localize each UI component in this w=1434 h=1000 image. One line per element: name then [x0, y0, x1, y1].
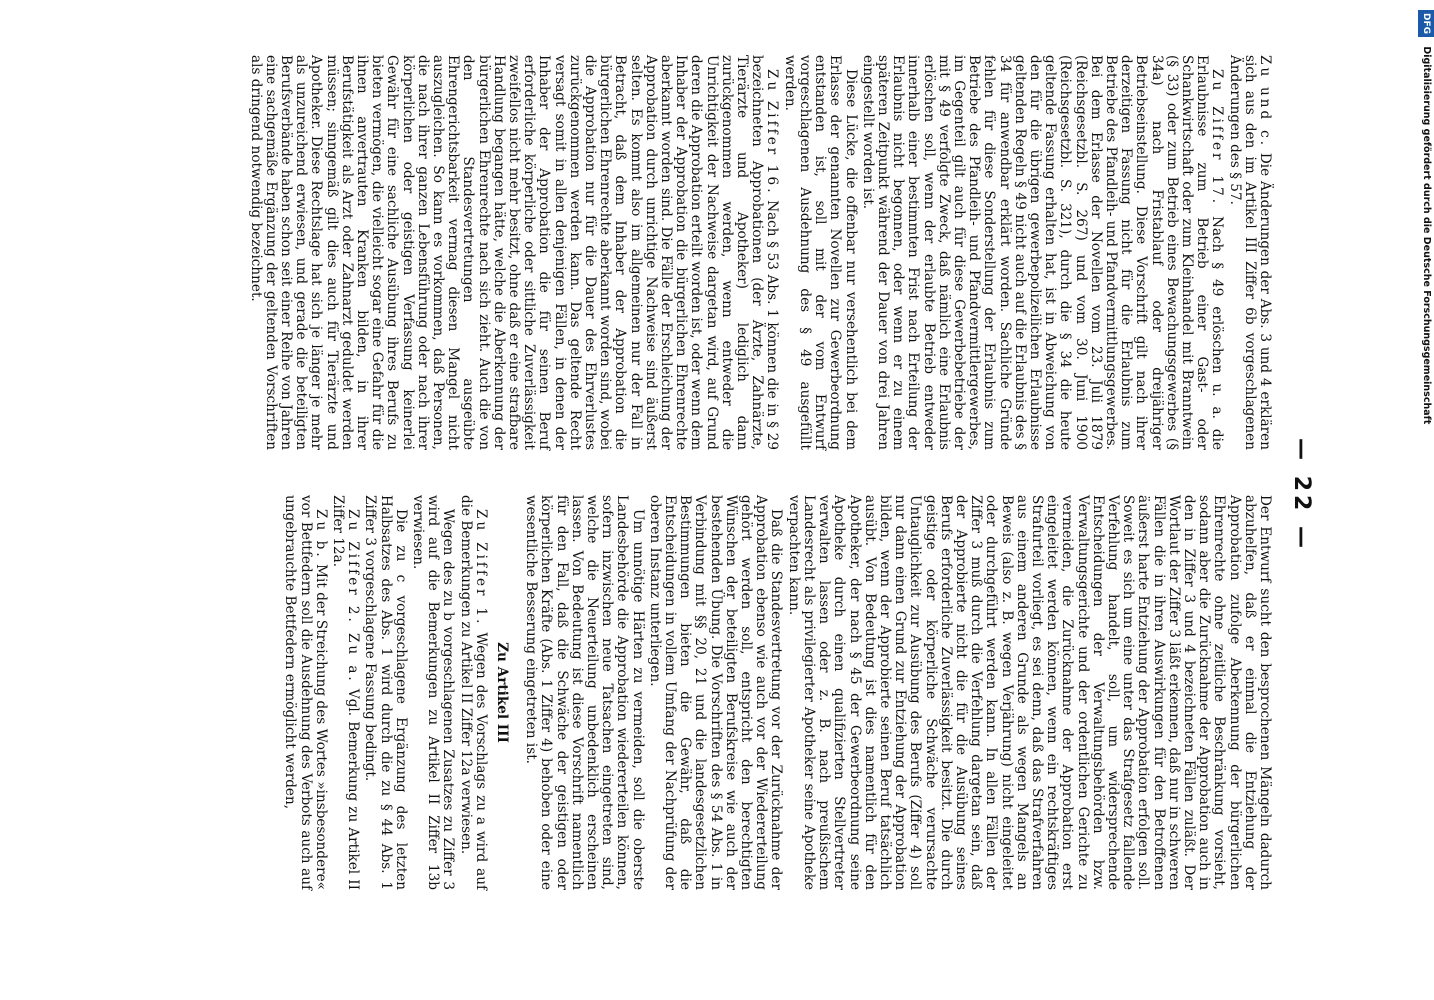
- paragraph-text: Mit der Streichung des Wortes »insbesondere« vor Bettfedern soll die Ausdehnung des Verbots auch auf ungebrauchte Bettfedern ermöglicht werden,: [282, 495, 329, 890]
- paragraph-text: Wegen des Vorschlags zu a wird auf die Bemerkungen zu Artikel II Ziffer 12a verwiesen.: [457, 495, 489, 890]
- paragraph: [362, 495, 408, 890]
- paragraph-text: Diese Lücke, die offenbar nur versehentlich bei dem Erlasse der genannten Novellen zur Gewerbeordnung entstanden ist, soll mit der vom Entwurf vorgeschlagenen Ausdehnung des § 49 ausgefüllt werden.: [781, 55, 859, 450]
- paragraph-text: Der Entwurf sucht den besprochenen Mängeln dadurch abzuhelfen, daß er einmal die Entziehung der Approbation zufolge Aberkennung der bürgerlichen Ehrenrechte ohne zeitliche Beschränkung vorsieht, sodann aber die Zurücknahme der Approbation auch in den in Ziffer 3 und 4 bezeichneten Fällen zuläßt. Der Wortlaut der Ziffer 3 läßt erkennen, daß nur in schweren Fällen die in ihren Auswirkungen für den Betroffenen äußerst harte Entziehung der Approbation erfolgen soll. Soweit es sich um eine unter das Strafgesetz fallende Verfehlung handelt, soll, um widersprechende Entscheidungen der Verwaltungsbehörden bzw. Verwaltungsgerichte und der ordentlichen Gerichte zu vermeiden, die Zurücknahme der Approbation erst eingeleitet werden können, wenn ein rechtskräftiges Strafurteil vorliegt, es sei denn, daß das Strafverfahren aus einem anderen Grunde als wegen Mangels an Beweis (also z. B. wegen Verjährung) nicht eingeleitet oder durchgeführt werden kann. In allen Fällen der Ziffer 3 muß durch die Verfehlung dargetan sein, daß der Approbierte nicht die für die Ausübung seines Berufs erforderliche Zuverlässigkeit besitzt. Die durch geistige oder körperliche Schwäche verursachte Untauglichkeit zur Ausübung des Berufs (Ziffer 4) soll nur dann einen Grund zur Entziehung der Approbation bilden, wenn der Approbierte seinen Beruf tatsächlich ausübt. Von Bedeutung ist dies namentlich für den Apotheker, der nach § 45 der Gewerbeordnung seine Apotheke durch einen qualifizierten Stellvertreter verwalten lassen oder z. B. nach preußischem Landesrecht als privilegierter Apotheker seine Apotheke verpachten kann.: [785, 495, 1273, 890]
- paragraph-lead: Zu Ziffer 1.: [472, 509, 489, 627]
- paragraph: [647, 495, 784, 890]
- paragraph-text: Wegen des zu b vorgeschlagenen Zusatzes zu Ziffer 3 wird auf die Bemerkungen zu Artikel II Ziffer 13b verwiesen.: [410, 495, 457, 890]
- paragraph-lead: Zu Ziffer 17.: [1209, 69, 1226, 207]
- paragraph: [860, 55, 1225, 450]
- paragraph-text: Um unnötige Härten zu vermeiden, soll die oberste Landesbehörde die Approbation wiedererteilen können, sofern inzwischen neue Tatsachen eingetreten sind, welche die Neuerteilung unbedenklich erscheinen lassen. Von Bedeutung ist diese Vorschrift namentlich für den Fall, daß die Schwäche der geistigen oder körperlichen Kräfte (Abs. 1 Ziffer 4) behoben oder eine wesentliche Besserung eingetreten ist.: [523, 495, 646, 890]
- paragraph: [457, 495, 487, 890]
- paragraph: [247, 55, 779, 450]
- paragraph: [782, 55, 858, 450]
- paragraph-text: Die zu c vorgeschlagene Ergänzung des letzten Halbsatzes des Abs. 1 wird durch die zu § 44 Abs. 1 Ziffer 3 vorgeschlagene Fassung bedingt.: [362, 495, 409, 890]
- paragraph: [410, 495, 456, 890]
- paragraph-lead: Zu b.: [312, 509, 329, 560]
- dfg-logo: DFG: [1418, 10, 1434, 37]
- paragraph-text: Nach § 53 Abs. 1 können die in § 29 bezeichneten Approbationen (der Ärzte, Zahnärzte, Tierärzte und Apotheker) lediglich dann zurückgenommen werden, wenn entweder die Unrichtigkeit der Nachweise dargetan wird, auf Grund deren die Approbation erteilt worden ist, oder wenn dem Inhaber der Approbation die bürgerlichen Ehrenrechte aberkannt worden sind. Die Fälle der Erschleichung der Approbation durch unrichtige Nachweise sind äußerst selten. Es kommt also im allgemeinen nur der Fall in Betracht, daß dem Inhaber der Approbation die bürgerlichen Ehrenrechte aberkannt worden sind, wobei die Approbation nur für die Dauer des Ehrverlustes zurückgenommen werden kann. Das geltende Recht versagt somit in allen denjenigen Fällen, in denen der Inhaber der Approbation die für seinen Beruf erforderliche körperliche oder sittliche Zuverlässigkeit zweifellos nicht mehr besitzt, ohne daß er eine strafbare Handlung begangen hätte, welche die Aberkennung der bürgerlichen Ehrenrechte nach sich zieht. Auch die von den Standesvertretungen ausgeübte Ehrengerichtsbarkeit vermag diesen Mangel nicht auszugleichen. So kann es vorkommen, daß Personen, die nach ihrer ganzen Lebensführung oder nach ihrer körperlichen oder geistigen Verfassung keinerlei Gewähr für eine sachliche Ausübung ihres Berufs zu bieten vermögen, die vielleicht sogar eine Gefahr für die ihnen anvertrauten Kranken bilden, in ihrer Berufstätigkeit als Arzt oder Zahnarzt geduldet werden müssen; sinngemäß gilt dies auch für Tierärzte und Apotheker. Diese Rechtslage hat sich je länger je mehr als unzureichend erwiesen, und gerade die beteiligten Berufsverbände haben schon seit einer Reihe von Jahren eine sachgemäße Ergänzung der geltenden Vorschriften als dringend notwendig bezeichnet.: [247, 55, 781, 451]
- credit-text: Digitalisierung gefördert durch die Deutsche Forschungsgemeinschaft: [1421, 46, 1432, 425]
- digitization-credit: [1418, 10, 1434, 990]
- right-column: [280, 495, 1272, 890]
- paragraph-text: Nach § 49 erlöschen u. a. die Erlaubnisse zum Betrieb einer Gast- oder Schankwirtschaft oder zum Kleinhandel mit Branntwein (§ 33) oder zum Betrieb eines Bewachungsgewerbes (§ 34a) nach Fristablauf oder dreijähriger Betriebseinstellung. Diese Vorschrift gilt nach ihrer derzeitigen Fassung nicht für die Erlaubnis zum Betriebe des Pfandleih- und Pfandvermittlungsgewerbes. Bei dem Erlasse der Novellen vom 23. Juli 1879 (Reichsgesetzbl. S. 267) und vom 30. Juni 1900 (Reichsgesetzbl. S. 321), durch die § 34 die heute geltende Fassung erhalten hat, ist in Abweichung von den für die übrigen gewerbepolizeilichen Erlaubnisse geltenden Regeln § 49 nicht auch auf die Erlaubnis des § 34 für anwendbar erklärt worden. Sachliche Gründe fehlen für diese Sonderstellung der Erlaubnis zum Betriebe des Pfandleih- und Pfandvermittlergewerbes, im Gegenteil gilt auch für diese Gewerbebetriebe der mit § 49 verfolgte Zweck, daß nämlich eine Erlaubnis erlöschen soll, wenn der erlaubte Betrieb entweder innerhalb einer bestimmten Frist nach Erteilung der Erlaubnis nicht begonnen, oder wenn er zu einem späteren Zeitpunkt während der Dauer von drei Jahren eingestellt worden ist.: [859, 55, 1226, 451]
- paragraph-text: Vgl. Bemerkung zu Artikel II Ziffer 12a.: [330, 495, 362, 890]
- paragraph-lead: Zu Ziffer 16.: [764, 69, 781, 196]
- paragraph: [523, 495, 645, 890]
- page-number: — 22 —: [1289, 438, 1314, 552]
- paragraph: [282, 495, 328, 890]
- section-heading: Zu Artikel III: [494, 642, 511, 743]
- credit-strip: [1414, 10, 1434, 990]
- rotated-page-content: [42, 55, 1342, 935]
- paragraph-text: Die Änderungen der Abs. 3 und 4 erklären sich aus den im Artikel III Ziffer 6b vorgeschlagenen Änderungen des § 57.: [1226, 55, 1273, 450]
- paragraph-lead: Zu Ziffer 2. Zu a.: [345, 509, 362, 684]
- paragraph-lead: Zu und c.: [1257, 55, 1273, 149]
- paragraph: [786, 495, 1273, 890]
- paragraph: [330, 495, 360, 890]
- left-column: [245, 55, 1272, 450]
- paragraph-text: Daß die Standesvertretung vor der Zurücknahme der Approbation ebenso wie auch vor der Wiedererteilung gehört werden soll, entspricht den berechtigten Wünschen der beteiligten Berufskreise wie auch der bestehenden Übung. Die Vorschriften des § 54 Abs. 1 in Verbindung mit §§ 20, 21 und die landesgesetzlichen Bestimmungen bieten die Gewähr, daß die Entscheidungen in vollem Umfang der Nachprüfung der oberen Instanz unterliegen.: [646, 495, 785, 890]
- paragraph: [1226, 55, 1272, 450]
